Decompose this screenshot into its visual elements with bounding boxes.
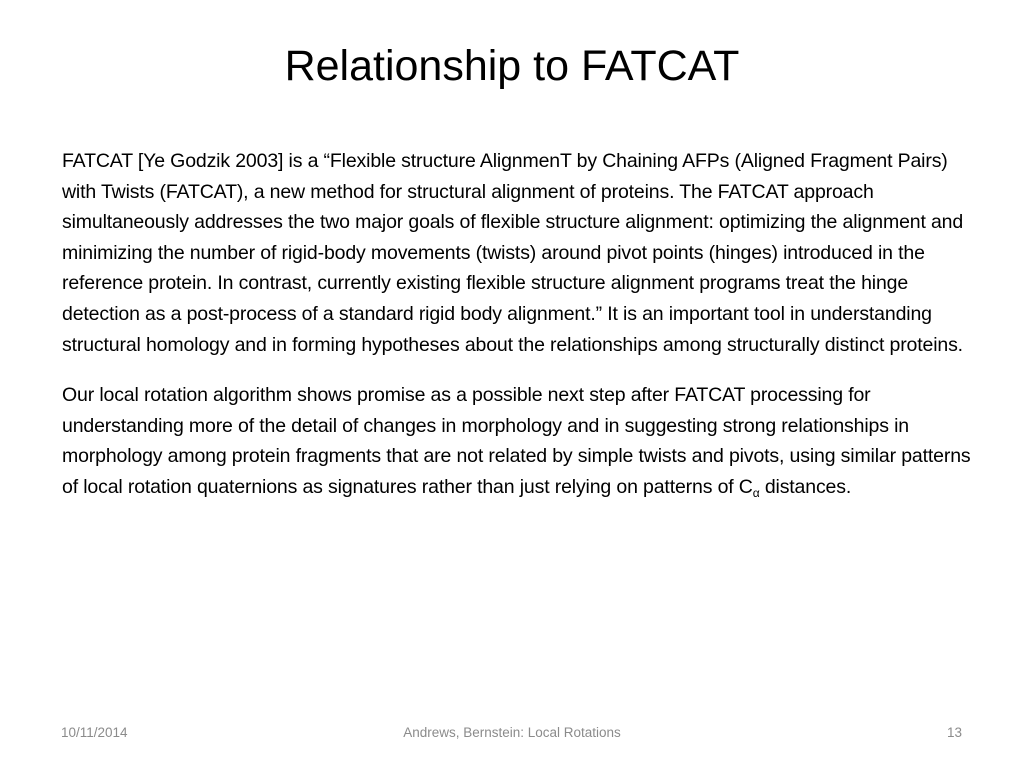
paragraph-local-rotation-text: Our local rotation algorithm shows promise as a possible next step after FATCAT processing for understanding more of the detail of changes in morphology and in suggesting strong relationships in morphology among protein fragments that are not related by simple twists and pivots, using similar patterns of local rotation quaternions as signatures rather than just relying on patterns of C [62,384,971,498]
alpha-subscript: α [752,485,760,500]
slide-title: Relationship to FATCAT [284,42,740,90]
footer-author: Andrews, Bernstein: Local Rotations [403,725,621,740]
paragraph-local-rotation [62,380,972,502]
footer-date: 10/11/2014 [61,725,128,740]
slide-number: 13 [946,725,962,740]
slide-body [62,146,972,523]
paragraph-fatcat-description: FATCAT [Ye Godzik 2003] is a “Flexible structure AlignmenT by Chaining AFPs (Aligned Fragment Pairs) with Twists (FATCAT), a new method for structural alignment of proteins. The FATCAT approach simultaneously addresses the two major goals of flexible structure alignment: optimizing the alignment and minimizing the number of rigid-body movements (twists) around pivot points (hinges) introduced in the reference protein. In contrast, currently existing flexible structure alignment programs treat the hinge detection as a post-process of a standard rigid body alignment.” It is an important tool in understanding structural homology and in forming hypotheses about the relationships among structurally distinct proteins. [62,150,964,356]
paragraph-local-rotation-end: distances. [759,475,852,498]
